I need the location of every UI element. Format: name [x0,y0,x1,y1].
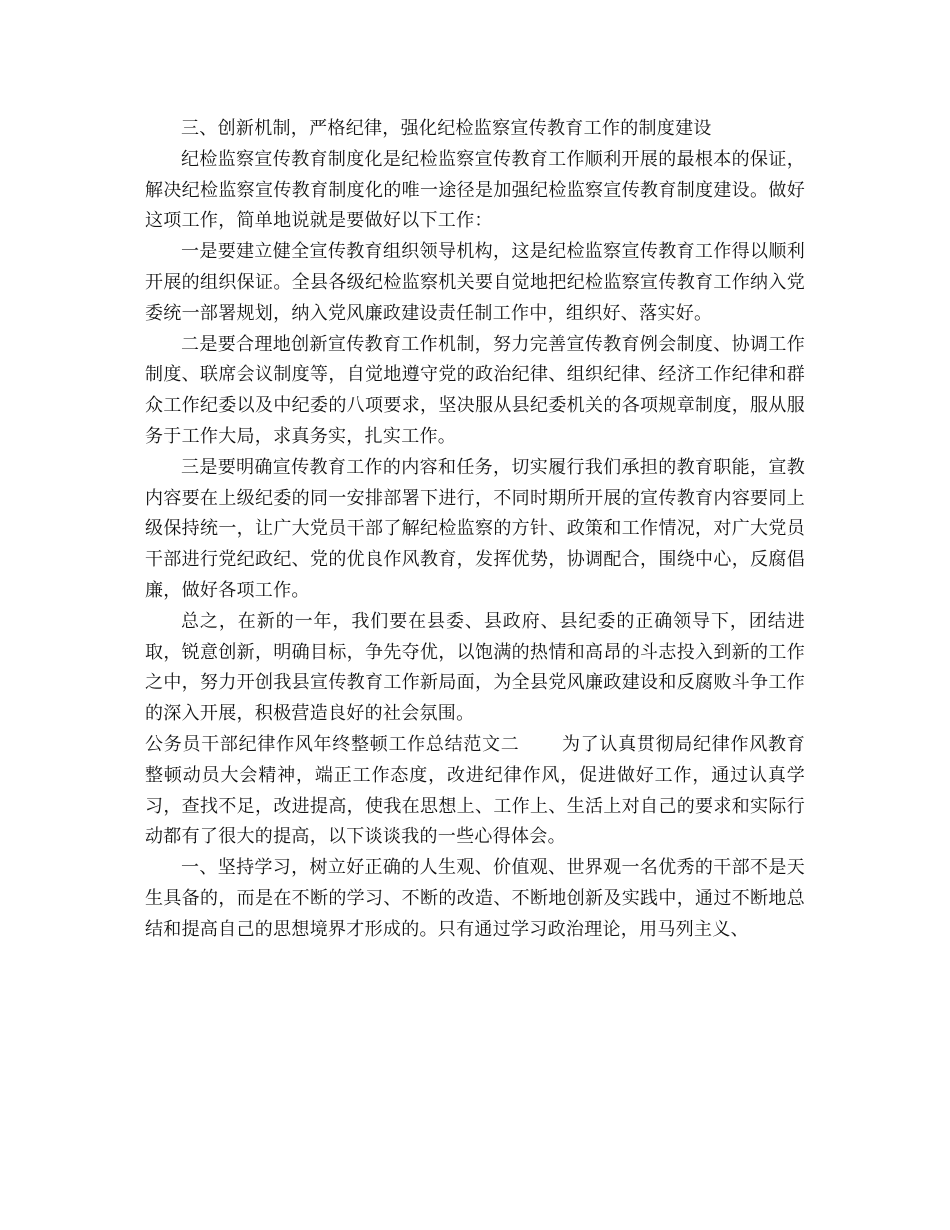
paragraph-item-three: 三是要明确宣传教育工作的内容和任务，切实履行我们承担的教育职能，宣教内容要在上级纪委的同一安排部署下进行，不同时期所开展的宣传教育内容要同上级保持统一，让广大党员干部了解纪检监察的方针、政策和工作情况，对广大党员干部进行党纪政纪、党的优良作风教育，发挥优势，协调配合，围绕中心，反腐倡廉，做好各项工作。 [145,456,805,601]
section-two-text: 为了认真贯彻局纪律作风教育整顿动员大会精神，端正工作态度，改进纪律作风，促进做好工作，通过认真学习，查找不足，改进提高，使我在思想上、工作上、生活上对自己的要求和实际行动都有了很大的提高，以下谈谈我的一些心得体会。 [145,733,805,848]
paragraph-section-three-heading: 三、创新机制，严格纪律，强化纪检监察宣传教育工作的制度建设 [181,118,712,139]
document-body [145,114,805,946]
paragraph-study-point: 一、坚持学习，树立好正确的人生观、价值观、世界观一名优秀的干部不是天生具备的，而是在不断的学习、不断的改造、不断地创新及实践中，通过不断地总结和提高自己的思想境界才形成的。只有通过学习政治理论，用马列主义、 [145,857,805,940]
paragraph-conclusion: 总之，在新的一年，我们要在县委、县政府、县纪委的正确领导下，团结进取，锐意创新，明确目标，争先夺优，以饱满的热情和高昂的斗志投入到新的工作之中，努力开创我县宣传教育工作新局面，为全县党风廉政建设和反腐败斗争工作的深入开展，积极营造良好的社会氛围。 [145,610,805,725]
paragraph-intro: 纪检监察宣传教育制度化是纪检监察宣传教育工作顺利开展的最根本的保证，解决纪检监察宣传教育制度化的唯一途径是加强纪检监察宣传教育制度建设。做好这项工作，简单地说就是要做好以下工作： [145,148,805,232]
paragraph-item-two: 二是要合理地创新宣传教育工作机制，努力完善宣传教育例会制度、协调工作制度、联席会议制度等，自觉地遵守党的政治纪律、组织纪律、经济工作纪律和群众工作纪委以及中纪委的八项要求，坚决服从县纪委机关的各项规章制度，服从服务于工作大局，求真务实，扎实工作。 [145,333,805,447]
section-two-heading: 公务员干部纪律作风年终整顿工作总结范文二 [145,733,520,755]
paragraph-section-two [145,730,805,853]
paragraph-item-one: 一是要建立健全宣传教育组织领导机构，这是纪检监察宣传教育工作得以顺利开展的组织保证。全县各级纪检监察机关要自觉地把纪检监察宣传教育工作纳入党委统一部署规划，纳入党风廉政建设责任制工作中，组织好、落实好。 [145,241,805,324]
